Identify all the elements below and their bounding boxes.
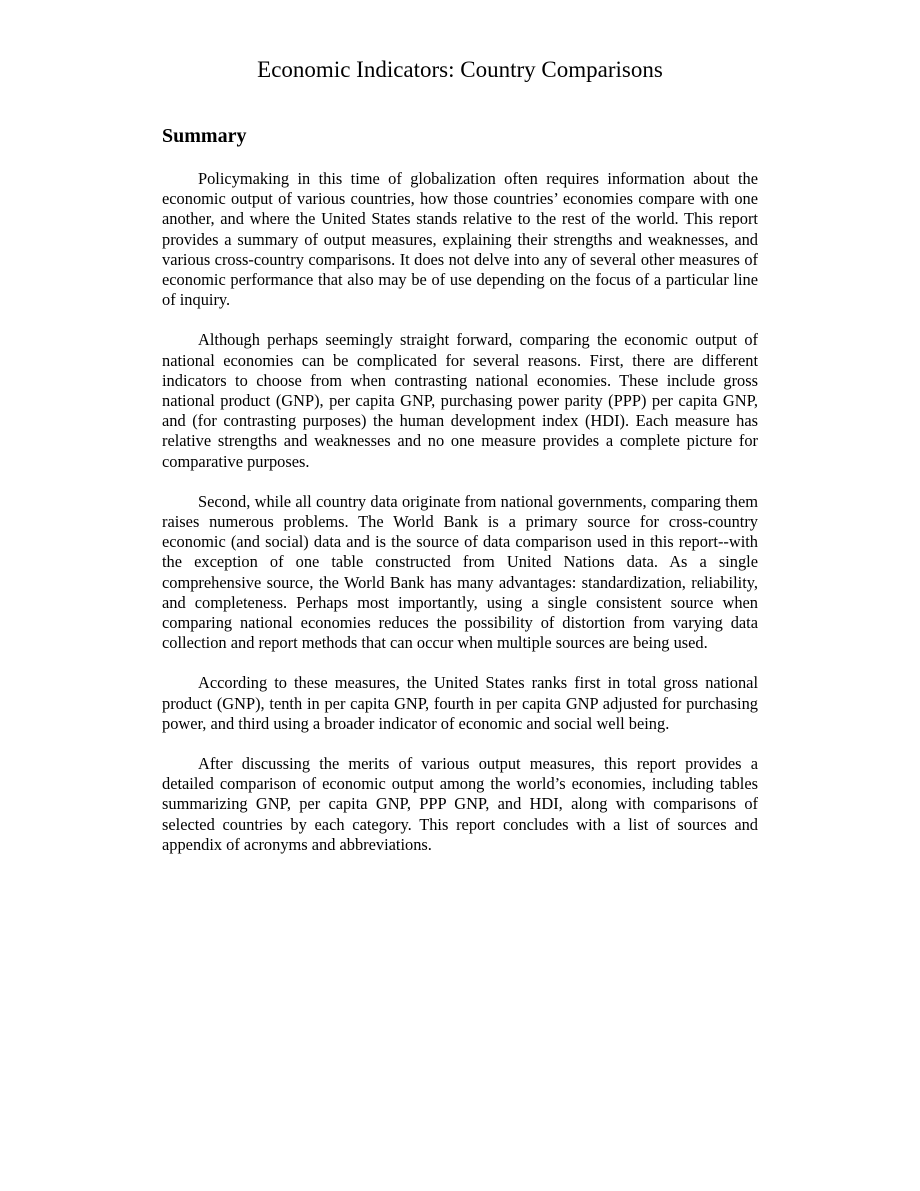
paragraph: Second, while all country data originate from national governments, comparing them raises numerous problems. The World Bank is a primary source for cross-country economic (and social) data and is the source of data comparison used in this report--with the exception of one table constructed from United Nations data. As a single comprehensive source, the World Bank has many advantages: standardization, reliability, and completeness. Perhaps most importantly, using a single consistent source when comparing national economies reduces the possibility of distortion from varying data collection and report methods that can occur when multiple sources are being used.: [162, 491, 758, 653]
paragraph: According to these measures, the United States ranks first in total gross national product (GNP), tenth in per capita GNP, fourth in per capita GNP adjusted for purchasing power, and third using a broader indicator of economic and social well being.: [162, 673, 758, 733]
paragraph: After discussing the merits of various output measures, this report provides a detailed comparison of economic output among the world’s economies, including tables summarizing GNP, per capita GNP, PPP GNP, and HDI, along with comparisons of selected countries by each category. This report concludes with a list of sources and appendix of acronyms and abbreviations.: [162, 754, 758, 854]
section-heading: Summary: [162, 125, 247, 147]
document-title: Economic Indicators: Country Comparisons: [257, 57, 663, 82]
summary-body: [162, 169, 758, 875]
paragraph: Policymaking in this time of globalization often requires information about the economic output of various countries, how those countries’ economies compare with one another, and where the United States stands relative to the rest of the world. This report provides a summary of output measures, explaining their strengths and weaknesses, and various cross-country comparisons. It does not delve into any of several other measures of economic performance that also may be of use depending on the focus of a particular line of inquiry.: [162, 169, 758, 310]
paragraph: Although perhaps seemingly straight forward, comparing the economic output of national economies can be complicated for several reasons. First, there are different indicators to choose from when contrasting national economies. These include gross national product (GNP), per capita GNP, purchasing power parity (PPP) per capita GNP, and (for contrasting purposes) the human development index (HDI). Each measure has relative strengths and weaknesses and no one measure provides a complete picture for comparative purposes.: [162, 330, 758, 471]
